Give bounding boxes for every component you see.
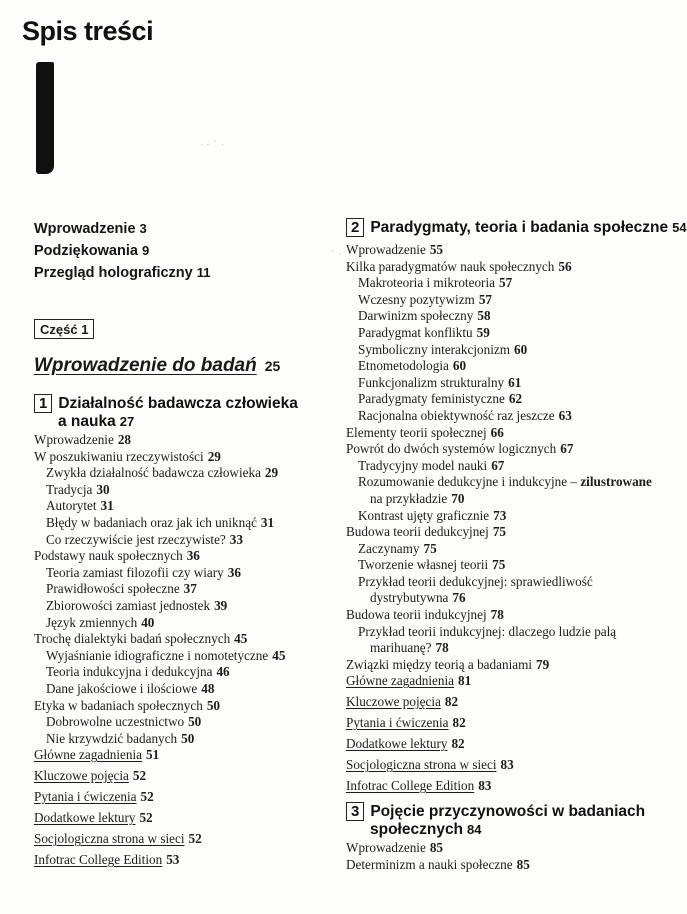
toc-entry-page: 63 <box>558 407 572 423</box>
toc-entry-text: Tradycja <box>46 481 93 497</box>
chapter-2-entries <box>346 242 652 673</box>
toc-link-page: 81 <box>458 673 472 688</box>
part-label: Część 1 <box>34 319 94 339</box>
toc-entry-page: 85 <box>516 856 530 872</box>
toc-entry-page: 66 <box>490 424 504 440</box>
toc-link-page: 83 <box>478 778 492 793</box>
toc-entry-text: Budowa teorii dedukcyjnej <box>346 524 489 540</box>
toc-link-text: Kluczowe pojęcia <box>346 694 441 709</box>
toc-entry[interactable] <box>346 541 652 558</box>
toc-entry[interactable] <box>346 857 530 874</box>
toc-entry-text: Makroteoria i mikroteoria <box>358 275 495 291</box>
toc-entry-page: 70 <box>451 490 465 506</box>
toc-entry-page: 45 <box>272 647 286 663</box>
toc-entry-page: 31 <box>260 514 275 530</box>
toc-link-text: Pytania i ćwiczenia <box>34 789 137 804</box>
toc-entry[interactable] <box>34 581 285 598</box>
toc-link-text: Socjologiczna strona w sieci <box>34 831 185 846</box>
toc-entry-text: Powrót do dwóch systemów logicznych <box>346 441 557 457</box>
toc-link[interactable] <box>34 744 202 765</box>
toc-entry-text: Symboliczny interakcjonizm <box>358 341 510 357</box>
toc-entry-text: Tradycyjny model nauki <box>358 457 488 473</box>
toc-entry[interactable] <box>346 491 652 508</box>
toc-entry-page: 56 <box>558 258 572 274</box>
toc-entry[interactable] <box>34 565 285 582</box>
toc-entry[interactable] <box>34 515 285 532</box>
toc-link[interactable] <box>34 849 202 870</box>
toc-entry-text: dystrybutywna <box>370 590 449 606</box>
toc-entry-text: Wprowadzenie <box>346 242 426 257</box>
toc-entry[interactable] <box>34 664 285 681</box>
toc-entry[interactable] <box>346 325 652 342</box>
toc-entry[interactable] <box>346 607 652 624</box>
chapter-number: 3 <box>346 802 364 821</box>
toc-entry-page: 57 <box>478 291 493 307</box>
front-item[interactable]: Podziękowania 9 <box>34 243 150 259</box>
toc-entry[interactable] <box>346 640 652 657</box>
toc-entry-page: 67 <box>560 441 574 457</box>
toc-entry-text: Związki między teorią a badaniami <box>346 656 533 672</box>
toc-entry[interactable] <box>346 590 652 607</box>
toc-entry[interactable] <box>34 432 285 449</box>
toc-entry[interactable] <box>34 449 285 466</box>
toc-link[interactable] <box>346 691 514 712</box>
toc-link-text: Infotrac College Edition <box>34 852 163 867</box>
toc-entry-page: 73 <box>493 507 507 523</box>
toc-entry-text: Trochę dialektyki badań społecznych <box>34 631 231 647</box>
toc-entry-page: 30 <box>96 481 110 497</box>
toc-entry-text: Autorytet <box>46 498 97 514</box>
page-title: Spis treści <box>22 16 154 46</box>
toc-entry[interactable] <box>346 557 652 574</box>
toc-entry-page: 37 <box>183 581 197 597</box>
toc-link[interactable] <box>346 670 514 691</box>
toc-entry-page: 78 <box>490 607 504 623</box>
toc-entry-page: 33 <box>229 531 243 547</box>
toc-link-page: 82 <box>444 694 459 709</box>
toc-entry-page: 46 <box>216 664 230 680</box>
toc-entry-page: 31 <box>100 498 114 514</box>
scan-noise: · · ˙ · <box>200 140 225 151</box>
chapter-2-links <box>346 670 514 796</box>
toc-entry-text: Dane jakościowe i ilościowe <box>46 680 198 696</box>
toc-link-page: 82 <box>451 736 465 751</box>
toc-link-page: 83 <box>500 757 514 772</box>
toc-entry-page: 79 <box>536 656 550 672</box>
toc-entry-text: Etyka w badaniach społecznych <box>34 697 203 713</box>
toc-entry[interactable] <box>346 408 652 425</box>
chapter-1-links <box>34 744 202 870</box>
toc-entry-page: 50 <box>188 714 202 730</box>
toc-entry-page: 78 <box>435 640 449 656</box>
toc-link[interactable] <box>34 828 202 849</box>
toc-link[interactable] <box>34 786 202 807</box>
toc-entry[interactable] <box>34 648 285 665</box>
toc-entry-text: Kontrast ujęty graficznie <box>358 507 490 523</box>
front-item[interactable]: Przegląd holograficzny 11 <box>34 265 211 281</box>
toc-entry-page: 50 <box>206 697 220 713</box>
toc-link-text: Dodatkowe lektury <box>346 736 448 751</box>
part-page: 25 <box>264 358 281 374</box>
toc-entry-text: Budowa teorii indukcyjnej <box>346 607 487 623</box>
toc-entry-page: 39 <box>214 597 228 613</box>
toc-entry-page: 85 <box>429 840 444 855</box>
toc-entry-text: Zwykła działalność badawcza człowieka <box>46 465 261 481</box>
toc-entry-page: 76 <box>452 590 466 606</box>
toc-entry[interactable] <box>346 624 652 641</box>
toc-link[interactable] <box>346 775 514 796</box>
toc-entry-page: 62 <box>508 391 523 407</box>
toc-entry[interactable] <box>346 375 652 392</box>
toc-link[interactable] <box>34 765 202 786</box>
toc-entry[interactable] <box>34 465 285 482</box>
toc-link-page: 52 <box>188 831 202 846</box>
toc-link-page: 51 <box>146 747 160 762</box>
toc-link[interactable] <box>346 733 514 754</box>
toc-entry[interactable] <box>34 532 285 549</box>
toc-entry[interactable] <box>346 524 652 541</box>
toc-entry-text: Prawidłowości społeczne <box>46 581 180 597</box>
toc-entry-text: Wprowadzenie <box>346 840 426 855</box>
toc-entry[interactable] <box>346 474 652 491</box>
toc-entry[interactable] <box>34 681 285 698</box>
toc-link-page: 53 <box>166 852 180 867</box>
toc-entry-text: Błędy w badaniach oraz jak ich uniknąć <box>46 514 257 530</box>
toc-entry[interactable] <box>346 358 652 375</box>
chapter-2-heading[interactable]: 2 Paradygmaty, teoria i badania społeczne 54 <box>346 218 687 237</box>
toc-entry-text: Wprowadzenie <box>34 432 114 447</box>
toc-entry[interactable] <box>34 482 285 499</box>
toc-entry-text: Kilka paradygmatów nauk społecznych <box>346 258 555 274</box>
toc-entry-page: 61 <box>508 374 522 390</box>
chapter-number: 1 <box>34 394 52 413</box>
toc-entry[interactable] <box>346 242 652 259</box>
toc-entry[interactable] <box>346 574 652 591</box>
toc-entry[interactable] <box>346 391 652 408</box>
chapter-3-heading[interactable]: 3 Pojęcie przyczynowości w badaniach społecznych 84 <box>346 802 645 839</box>
toc-entry-page: 29 <box>264 465 279 481</box>
toc-entry[interactable] <box>346 840 530 857</box>
toc-entry-text: Tworzenie własnej teorii <box>358 557 489 573</box>
toc-entry[interactable] <box>346 342 652 359</box>
toc-entry[interactable] <box>34 615 285 632</box>
toc-entry[interactable] <box>34 598 285 615</box>
toc-entry-page: 29 <box>207 448 221 464</box>
toc-entry-page: 59 <box>476 324 490 340</box>
toc-entry[interactable] <box>346 275 652 292</box>
chapter-number: 2 <box>346 218 364 237</box>
toc-entry-bold: zilustrowane <box>577 474 652 490</box>
toc-entry-text: Paradygmaty feministyczne <box>358 391 505 407</box>
toc-entry[interactable] <box>34 698 285 715</box>
toc-link-text: Kluczowe pojęcia <box>34 768 129 783</box>
toc-entry-text: Co rzeczywiście jest rzeczywiste? <box>46 531 226 547</box>
toc-entry-text: Paradygmat konfliktu <box>358 324 473 340</box>
toc-entry[interactable] <box>346 441 652 458</box>
toc-entry-page: 60 <box>514 341 528 357</box>
chapter-3-entries <box>346 840 530 873</box>
toc-link-text: Dodatkowe lektury <box>34 810 136 825</box>
toc-entry[interactable] <box>34 548 285 565</box>
toc-entry-page: 48 <box>201 680 215 696</box>
toc-entry[interactable] <box>34 498 285 515</box>
toc-link-page: 82 <box>452 715 466 730</box>
chapter-1-heading[interactable]: 1 Działalność badawcza człowieka a nauka 27 <box>34 394 298 431</box>
toc-entry-page: 67 <box>491 457 505 473</box>
toc-entry-page: 75 <box>423 540 437 556</box>
toc-entry-text: Wyjaśnianie idiograficzne i nomotetyczne <box>46 647 269 663</box>
toc-entry-text: na przykładzie <box>370 490 448 506</box>
toc-entry-text: Wczesny pozytywizm <box>358 291 475 307</box>
toc-entry-page: 55 <box>429 242 444 257</box>
toc-entry[interactable] <box>346 508 652 525</box>
toc-entry[interactable] <box>346 308 652 325</box>
toc-link[interactable] <box>34 807 202 828</box>
toc-entry-page: 58 <box>477 308 491 324</box>
toc-entry-text: W poszukiwaniu rzeczywistości <box>34 448 204 464</box>
toc-entry-text: Podstawy nauk społecznych <box>34 548 183 564</box>
toc-entry-text: Przykład teorii indukcyjnej: dlaczego ludzie palą <box>358 623 617 639</box>
chapter-1-entries <box>34 432 285 747</box>
toc-entry-page: 40 <box>141 614 155 630</box>
toc-entry-text: Zaczynamy <box>358 540 420 556</box>
toc-entry-text: Racjonalna obiektywność raz jeszcze <box>358 407 555 423</box>
toc-entry-text: Darwinizm społeczny <box>358 308 474 324</box>
toc-entry-page: 75 <box>492 524 507 540</box>
toc-entry[interactable] <box>346 458 652 475</box>
toc-entry-text: Nie krzywdzić badanych <box>46 730 178 746</box>
scan-noise: ˙ · ˙ <box>330 250 350 261</box>
toc-entry-page: 36 <box>186 548 200 564</box>
toc-entry-text: Elementy teorii społecznej <box>346 424 487 440</box>
toc-entry-text: Rozumowanie dedukcyjne i indukcyjne – <box>358 474 578 490</box>
toc-link-text: Główne zagadnienia <box>346 673 455 688</box>
toc-link[interactable] <box>346 754 514 775</box>
toc-entry-page: 36 <box>227 564 241 580</box>
part-title[interactable]: Wprowadzenie do badań 25 <box>34 355 281 376</box>
toc-entry[interactable] <box>346 292 652 309</box>
toc-link-text: Socjologiczna strona w sieci <box>346 757 497 772</box>
toc-entry-text: Etnometodologia <box>358 358 449 374</box>
toc-entry-text: Język zmiennych <box>46 614 138 630</box>
toc-entry-text: Teoria indukcyjna i dedukcyjna <box>46 664 213 680</box>
toc-entry-page: 57 <box>498 275 513 291</box>
decorative-bar <box>36 62 54 174</box>
toc-link-text: Pytania i ćwiczenia <box>346 715 449 730</box>
toc-link-page: 52 <box>132 768 147 783</box>
toc-entry[interactable] <box>34 631 285 648</box>
toc-entry[interactable] <box>346 425 652 442</box>
toc-link-page: 52 <box>139 810 153 825</box>
toc-entry[interactable] <box>346 259 652 276</box>
toc-entry[interactable] <box>34 714 285 731</box>
toc-entry-page: 45 <box>234 631 248 647</box>
toc-entry-text: Funkcjonalizm strukturalny <box>358 374 505 390</box>
toc-link-text: Infotrac College Edition <box>346 778 475 793</box>
toc-entry-page: 28 <box>117 432 132 447</box>
toc-entry-text: Zbiorowości zamiast jednostek <box>46 597 211 613</box>
toc-link-page: 52 <box>140 789 154 804</box>
toc-entry-text: marihuanę? <box>370 640 432 656</box>
toc-entry-page: 50 <box>181 730 195 746</box>
toc-link-text: Główne zagadnienia <box>34 747 143 762</box>
toc-entry-text: Teoria zamiast filozofii czy wiary <box>46 564 224 580</box>
toc-entry-text: Determinizm a nauki społeczne <box>346 856 513 872</box>
toc-link[interactable] <box>346 712 514 733</box>
toc-entry-text: Przykład teorii dedukcyjnej: sprawiedliwość <box>358 573 593 589</box>
toc-entry-page: 75 <box>492 557 506 573</box>
toc-entry-text: Dobrowolne uczestnictwo <box>46 714 185 730</box>
toc-entry-page: 60 <box>452 358 467 374</box>
front-matter <box>34 218 211 284</box>
front-item[interactable]: Wprowadzenie 3 <box>34 221 147 237</box>
